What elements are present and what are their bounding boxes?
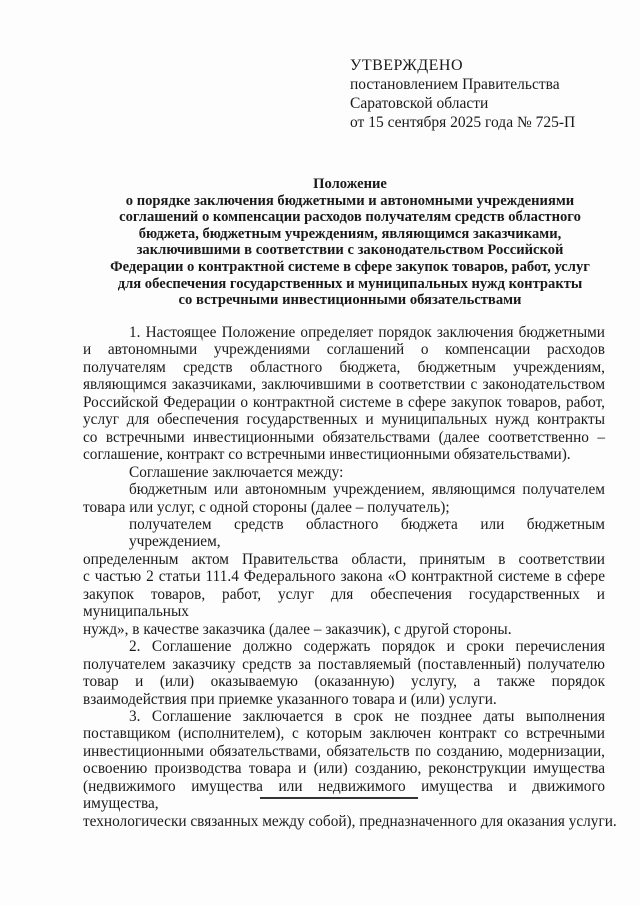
title-line: со встречными инвестиционными обязательствами — [178, 292, 522, 309]
paragraph-line: технологически связанных между собой), предназначенного для оказания услуги. — [83, 812, 617, 830]
paragraph-line: получателем средств областного бюджета или бюджетным учреждением, — [129, 515, 605, 551]
paragraph-line: Соглашение заключается между: — [129, 463, 344, 481]
closing-separator-line — [260, 797, 418, 799]
paragraph-line: получателям средств областного бюджета, бюджетным учреждениям, — [83, 358, 605, 376]
paragraph-line: со встречными инвестиционными обязательствами (далее соответственно – — [83, 428, 605, 446]
paragraph-line: нужд», в качестве заказчика (далее – заказчик), с другой стороны. — [83, 620, 512, 638]
title-line: для обеспечения государственных и муниципальных нужд контракты — [117, 275, 583, 292]
paragraph-line: освоению производства товара и (или) созданию, реконструкции имущества — [83, 760, 605, 778]
document-title — [80, 176, 620, 309]
paragraph-line: товара или услуг, с одной стороны (далее – получатель); — [83, 498, 450, 516]
paragraph-line: и автономными учреждениями соглашений о компенсации расходов — [83, 341, 605, 359]
title-line: о порядке заключения бюджетными и автономными учреждениями — [125, 192, 575, 209]
paragraph-line: являющимся заказчиками, заключившими в соответствии с законодательством — [83, 376, 605, 394]
paragraph-line: получателем заказчику средств за поставляемый (поставленный) получателю — [83, 655, 605, 673]
title-line: соглашений о компенсации расходов получателям средств областного — [119, 209, 581, 226]
title-heading: Положение — [313, 176, 387, 192]
paragraph-line: товар и (или) оказываемую (оказанную) услугу, а также порядок — [83, 673, 605, 691]
paragraph-line: закупок товаров, работ, услуг для обеспечения государственных и муниципальных — [83, 585, 605, 621]
paragraph-line: 3. Соглашение заключается в срок не позднее даты выполнения — [129, 707, 605, 725]
document-body — [83, 324, 617, 830]
title-line: заключившими в соответствии с законодательством Российской — [136, 242, 564, 259]
approval-line: постановлением Правительства — [350, 76, 560, 93]
approval-line: от 15 сентября 2025 года № 725-П — [350, 114, 576, 131]
approval-stamp-block — [350, 56, 575, 132]
approval-line: Саратовской области — [350, 95, 489, 112]
paragraph-line: бюджетным или автономным учреждением, являющимся получателем — [129, 481, 605, 499]
paragraph-line: 2. Соглашение должно содержать порядок и сроки перечисления — [129, 638, 605, 656]
paragraph-line: с частью 2 статьи 111.4 Федерального закона «О контрактной системе в сфере — [83, 568, 605, 586]
paragraph-line: услуг для обеспечения государственных и муниципальных нужд контракты — [83, 411, 605, 429]
paragraph-line: (недвижимого имущества или недвижимого имущества и движимого имущества, — [83, 777, 605, 813]
paragraph-line: инвестиционными обязательствами, обязательств по созданию, модернизации, — [83, 742, 605, 760]
paragraph-line: взаимодействия при приемке указанного товара и (или) услуги. — [83, 690, 497, 708]
title-line: Федерации о контрактной системе в сфере закупок товаров, работ, услуг — [110, 258, 590, 275]
paragraph-line: определенным актом Правительства области, принятым в соответствии — [83, 550, 605, 568]
paragraph-line: Российской Федерации о контрактной системе в сфере закупок товаров, работ, — [83, 393, 605, 411]
paragraph-line: 1. Настоящее Положение определяет порядок заключения бюджетными — [129, 324, 605, 341]
approval-heading: УТВЕРЖДЕНО — [350, 57, 464, 74]
paragraph-line: соглашение, контракт со встречными инвестиционными обязательствами). — [83, 446, 571, 464]
title-line: бюджета, бюджетным учреждениям, являющимся заказчиками, — [138, 225, 562, 242]
paragraph-line: поставщиком (исполнителем), с которым заключен контракт со встречными — [83, 725, 605, 743]
